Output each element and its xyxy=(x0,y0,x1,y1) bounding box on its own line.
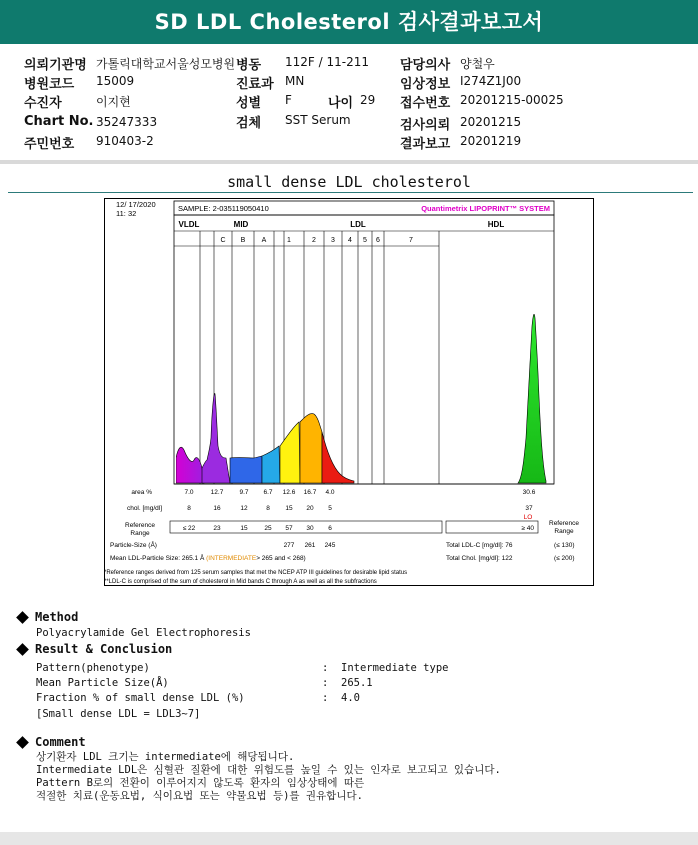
area-value: 6.7 xyxy=(263,489,273,496)
result-row xyxy=(36,692,696,704)
band-label: 6 xyxy=(376,237,380,244)
ref-label-1: Reference xyxy=(125,522,155,529)
ref-label-right-2: Range xyxy=(554,528,574,535)
dept-value: MN xyxy=(285,74,305,88)
collector-value: 이지현 xyxy=(96,95,131,109)
result-heading: Result & Conclusion xyxy=(35,642,173,656)
mid-b-band xyxy=(230,456,262,483)
specimen-value: SST Serum xyxy=(285,113,351,127)
diamond-bullet-icon xyxy=(16,736,29,749)
group-vldl: VLDL xyxy=(178,220,200,229)
footnote-2: **LDL-C is comprised of the sum of cholesterol in Mid bands C through A as well as all the subfractions xyxy=(104,579,377,585)
age-label: 나이 xyxy=(328,96,354,111)
particle-value: 245 xyxy=(324,542,336,549)
comment-line: 상기환자 LDL 크기는 intermediate에 해당됩니다. xyxy=(36,751,295,763)
ref-value: 30 xyxy=(306,525,314,532)
particle-label: Particle-Size (Å) xyxy=(110,542,157,549)
hospital-value: 가톨릭대학교서울성모병원 xyxy=(96,57,236,71)
code-value: 15009 xyxy=(96,74,135,88)
chart-sample: SAMPLE: 2-035119050410 xyxy=(178,204,269,213)
patient-info xyxy=(0,52,698,152)
doctor-value: 양철우 xyxy=(460,57,495,71)
band-label: 7 xyxy=(409,237,413,244)
area-value: 4.0 xyxy=(325,489,335,496)
group-mid: MID xyxy=(233,220,249,229)
result-label: Fraction % of small dense LDL (%) xyxy=(36,692,245,704)
result-row xyxy=(36,677,696,689)
comment-heading: Comment xyxy=(35,735,86,749)
clinical-value: I274Z1J00 xyxy=(460,74,522,88)
total-ldl-ref: (≤ 130) xyxy=(554,542,575,549)
band-label: 2 xyxy=(312,237,316,244)
result-label: Pattern(phenotype) xyxy=(36,662,150,674)
result-value: 4.0 xyxy=(341,692,360,704)
ref-value: 15 xyxy=(240,525,248,532)
chart-date: 12/ 17/2020 xyxy=(116,200,156,209)
band-label: 3 xyxy=(331,237,335,244)
chol-value: 8 xyxy=(187,505,191,512)
request-value: 20201215 xyxy=(460,115,522,129)
mean-size: Mean LDL-Particle Size: 265.1 Å (INTERMEDIATE> 265 and < 268) xyxy=(110,555,306,562)
method-section xyxy=(16,610,696,639)
sex-value: F xyxy=(285,93,292,107)
doctor-label: 담당의사 xyxy=(400,58,451,73)
report-date-label: 결과보고 xyxy=(400,137,451,152)
chart-no-value: 35247333 xyxy=(96,115,158,129)
result-value: Intermediate type xyxy=(341,662,449,674)
diamond-bullet-icon xyxy=(16,611,29,624)
footer-bar xyxy=(0,832,698,845)
chol-value: 8 xyxy=(266,505,270,512)
result-section xyxy=(16,642,696,722)
method-text: Polyacrylamide Gel Electrophoresis xyxy=(36,627,251,639)
report-date-value: 20201219 xyxy=(460,134,522,148)
chol-label: chol. [mg/dl] xyxy=(126,505,162,512)
particle-value: 277 xyxy=(283,542,295,549)
result-row xyxy=(36,662,449,674)
dept-label: 진료과 xyxy=(236,77,274,92)
ref-value: 6 xyxy=(328,525,332,532)
divider xyxy=(0,160,698,164)
sex-label: 성별 xyxy=(236,96,262,111)
area-value: 12.6 xyxy=(282,489,296,496)
ldl2-band xyxy=(300,414,322,483)
id-value: 910403-2 xyxy=(96,134,154,148)
band-label: B xyxy=(240,237,246,244)
area-value: 9.7 xyxy=(239,489,249,496)
request-label: 검사의뢰 xyxy=(400,118,451,133)
section-title: small dense LDL cholesterol xyxy=(227,173,471,191)
chart-time: 11: 32 xyxy=(116,209,137,218)
total-ldl: Total LDL-C [mg/dl]: 76 xyxy=(446,542,513,549)
age-value: 29 xyxy=(360,93,376,107)
chol-value: 37 xyxy=(525,505,533,512)
code-label: 병원코드 xyxy=(24,77,75,92)
hospital-label: 의뢰기관명 xyxy=(24,58,87,73)
ref-value: 25 xyxy=(264,525,272,532)
clinical-label: 임상정보 xyxy=(400,77,451,92)
hdl-flag: LO xyxy=(523,514,533,521)
report-title: SD LDL Cholesterol 검사결과보고서 xyxy=(0,0,698,44)
group-hdl: HDL xyxy=(487,220,505,229)
result-colon: : xyxy=(322,662,329,674)
method-heading: Method xyxy=(35,610,79,624)
area-value: 7.0 xyxy=(184,489,194,496)
band-label: A xyxy=(261,237,267,244)
ref-value: 57 xyxy=(285,525,293,532)
area-value: 12.7 xyxy=(210,489,224,496)
chol-value: 5 xyxy=(328,505,332,512)
band-label: 5 xyxy=(363,237,367,244)
comment-section xyxy=(16,735,696,805)
result-colon: : xyxy=(322,677,329,689)
result-colon: : xyxy=(322,692,329,704)
ref-value: ≤ 22 xyxy=(182,525,196,532)
area-label: area % xyxy=(131,489,152,496)
comment-line: Pattern B로의 전환이 이루어지지 않도록 환자의 임상상태에 따른 xyxy=(36,777,365,789)
area-value: 30.6 xyxy=(522,489,536,496)
total-chol-ref: (≤ 200) xyxy=(554,555,575,562)
comment-line: Intermediate LDL은 심혈관 질환에 대한 위험도를 높일 수 있는 인자로 보고되고 있습니다. xyxy=(36,764,501,776)
area-value: 16.7 xyxy=(303,489,317,496)
chol-value: 12 xyxy=(240,505,248,512)
group-ldl: LDL xyxy=(350,220,366,229)
result-value: 265.1 xyxy=(341,677,373,689)
band-label: 1 xyxy=(287,237,291,244)
collector-label: 수진자 xyxy=(24,96,62,111)
hdl-ref: ≥ 40 xyxy=(521,525,534,532)
ward-value: 112F / 11-211 xyxy=(285,55,369,69)
chart-brand: Quantimetrix LIPOPRINT™ SYSTEM xyxy=(421,204,550,213)
ref-value: 23 xyxy=(213,525,221,532)
chol-value: 16 xyxy=(213,505,221,512)
particle-value: 261 xyxy=(304,542,316,549)
receipt-label: 접수번호 xyxy=(400,96,451,111)
diamond-bullet-icon xyxy=(16,643,29,656)
ref-label-right-1: Reference xyxy=(549,520,579,527)
receipt-value: 20201215-00025 xyxy=(460,93,564,107)
chol-value: 20 xyxy=(306,505,314,512)
footnote-1: *Reference ranges derived from 125 serum samples that met the NCEP ATP III guidelines for desirable lipid status xyxy=(104,570,408,576)
result-note: [Small dense LDL = LDL3~7] xyxy=(36,708,201,720)
chart-no-label: Chart No. xyxy=(24,114,94,129)
lipoprint-chart xyxy=(104,198,594,586)
section-underline xyxy=(8,192,693,193)
comment-line: 적절한 치료(운동요법, 식이요법 또는 약물요법 등)를 권유합니다. xyxy=(36,790,363,802)
id-label: 주민번호 xyxy=(24,137,75,152)
total-chol: Total Chol. [mg/dl]: 122 xyxy=(446,555,513,562)
result-label: Mean Particle Size(Å) xyxy=(36,677,169,689)
band-label: C xyxy=(220,237,226,244)
chol-value: 15 xyxy=(285,505,293,512)
ward-label: 병동 xyxy=(236,58,262,73)
specimen-label: 검체 xyxy=(236,116,262,131)
band-label: 4 xyxy=(348,237,352,244)
ref-label-2: Range xyxy=(130,530,150,537)
